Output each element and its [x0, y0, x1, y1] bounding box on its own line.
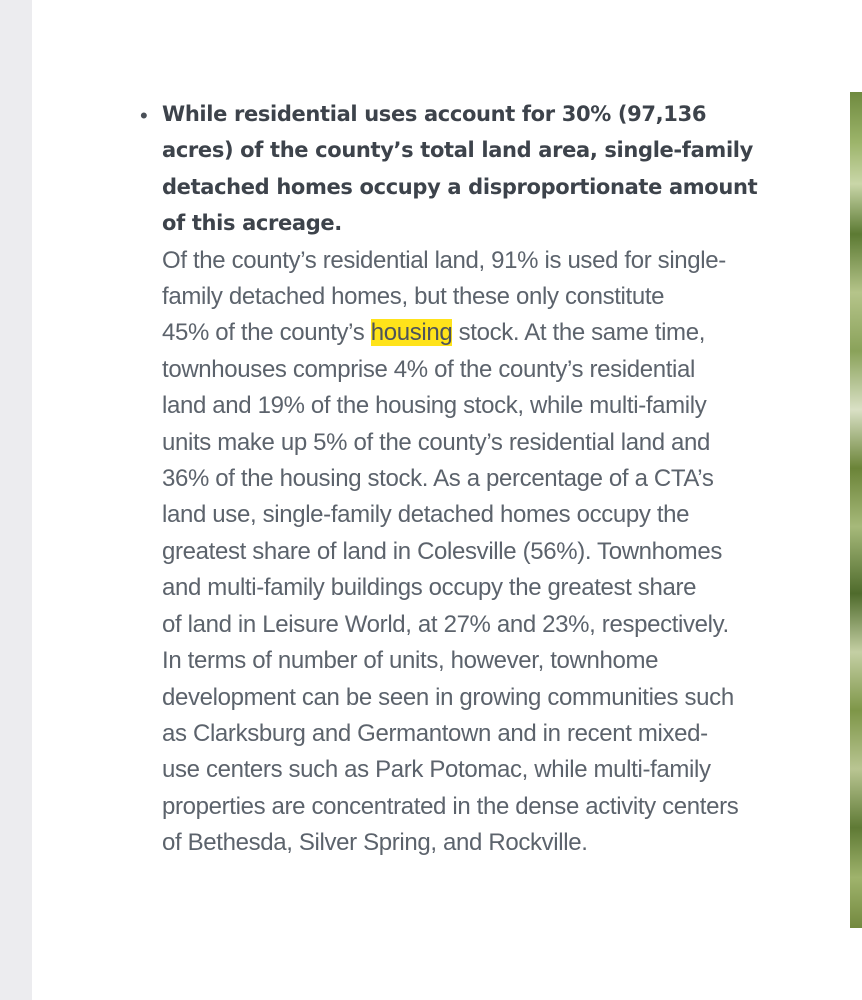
body-line: of Bethesda, Silver Spring, and Rockville. — [162, 829, 588, 857]
body-line: use centers such as Park Potomac, while multi-family — [162, 756, 711, 784]
page-photo-edge — [850, 92, 862, 928]
body-line: In terms of number of units, however, townhome — [162, 647, 659, 675]
bullet-body-paragraph — [162, 243, 822, 862]
body-line: development can be seen in growing communities such — [162, 683, 734, 711]
heading-line: of this acreage. — [162, 211, 342, 236]
body-line: greatest share of land in Colesville (56%). Townhomes — [162, 537, 722, 565]
body-line: units make up 5% of the county’s residential land and — [162, 428, 711, 456]
body-line: properties are concentrated in the dense activity centers — [162, 792, 739, 820]
body-text-fragment: 45% of the county’s — [162, 319, 371, 347]
body-line: as Clarksburg and Germantown and in recent mixed- — [162, 719, 708, 747]
bullet-marker: • — [140, 103, 148, 128]
body-line: and multi-family buildings occupy the greatest share — [162, 574, 697, 602]
heading-line: detached homes occupy a disproportionate amount — [162, 174, 758, 199]
search-highlight[interactable]: housing — [370, 319, 453, 347]
body-line: of land in Leisure World, at 27% and 23%, respectively. — [162, 610, 729, 638]
heading-line: acres) of the county’s total land area, single-family — [162, 138, 753, 163]
bullet-heading — [162, 96, 812, 242]
body-line: townhouses comprise 4% of the county’s residential — [162, 355, 696, 383]
body-text-fragment: stock. At the same time, — [452, 319, 706, 347]
body-line: Of the county’s residential land, 91% is used for single- — [162, 246, 726, 274]
bullet-item — [140, 96, 820, 862]
body-line: land and 19% of the housing stock, while multi-family — [162, 392, 707, 420]
body-line: land use, single-family detached homes occupy the — [162, 501, 690, 529]
body-line: 36% of the housing stock. As a percentage of a CTA’s — [162, 465, 714, 493]
body-line — [162, 315, 822, 351]
body-line: family detached homes, but these only constitute — [162, 283, 665, 311]
heading-line: While residential uses account for 30% (97,136 — [162, 102, 707, 126]
